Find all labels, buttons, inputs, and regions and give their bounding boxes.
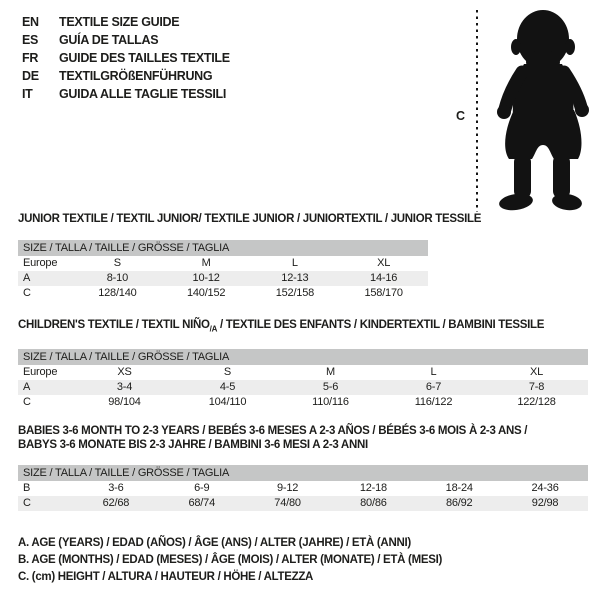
language-code: EN [22, 15, 39, 29]
height-cell: 98/104 [108, 396, 141, 409]
height-cell: 140/152 [186, 287, 226, 299]
title-post: / TEXTILE DES ENFANTS / KINDERTEXTIL / BAMBINI TESSILE [217, 319, 545, 331]
height-cell: 68/74 [188, 497, 215, 509]
height-cell: 128/140 [98, 287, 137, 299]
table-row-age-months [18, 481, 588, 496]
title-line-2: BABYS 3-6 MONATE BIS 2-3 JAHRE / BAMBINI 3-6 MESI A 2-3 ANNI [18, 439, 368, 451]
height-cell: 92/98 [531, 497, 559, 509]
row-label: C [23, 497, 31, 509]
junior-textile-section [18, 213, 482, 301]
legend-line-a: A. AGE (YEARS) / EDAD (AÑOS) / ÂGE (ANS) / ALTER (JAHRE) / ETÀ (ANNI) [18, 537, 411, 549]
legend-line-c: C. (cm) HEIGHT / ALTURA / HAUTEUR / HÖHE / ALTEZZA [18, 571, 314, 583]
size-cell: XL [529, 366, 544, 379]
size-cell: S [113, 257, 121, 269]
table-row-age [18, 271, 428, 286]
row-label: C [23, 396, 31, 409]
table-row-height [18, 496, 588, 511]
language-row [22, 13, 230, 31]
size-cell: M [326, 366, 335, 379]
language-code: IT [22, 87, 33, 101]
age-cell: 6-9 [194, 482, 210, 494]
age-cell: 9-12 [276, 482, 299, 494]
legend-line-b: B. AGE (MONTHS) / EDAD (MESES) / ÂGE (MOIS) / ALTER (MONATE) / ETÀ (MESI) [18, 554, 443, 566]
title-subscript: /A [209, 324, 218, 334]
section-title [18, 424, 588, 452]
table-row-height [18, 395, 588, 410]
age-cell: 14-16 [370, 272, 398, 284]
section-title: JUNIOR TEXTILE / TEXTIL JUNIOR/ TEXTILE JUNIOR / JUNIORTEXTIL / JUNIOR TESSILE [18, 213, 482, 225]
age-cell: 12-18 [359, 482, 387, 494]
height-cell: 158/170 [364, 287, 403, 299]
baby-silhouette [486, 6, 600, 212]
table-row-age [18, 380, 588, 395]
measurement-legend [18, 535, 442, 586]
title-line-1: BABIES 3-6 MONTH TO 2-3 YEARS / BEBÉS 3-6 MESES A 2-3 AÑOS / BÉBÉS 3-6 MOIS À 2-3 ANS / [18, 425, 528, 437]
row-label: B [23, 482, 31, 494]
row-label: Europe [23, 257, 58, 269]
size-cell: L [291, 257, 298, 269]
height-cell: 86/92 [445, 497, 473, 509]
height-cell: 62/68 [102, 497, 130, 509]
age-cell: 12-13 [281, 272, 309, 284]
age-cell: 10-12 [192, 272, 220, 284]
language-code: ES [22, 33, 39, 47]
age-cell: 3-4 [116, 381, 133, 394]
age-cell: 18-24 [445, 482, 473, 494]
height-cell: 104/110 [208, 396, 247, 409]
row-label: C [23, 287, 31, 299]
language-row [22, 49, 230, 67]
row-label: A [23, 381, 31, 394]
language-title: GUIDE DES TAILLES TEXTILE [59, 51, 230, 65]
language-title-list [22, 13, 230, 103]
size-cell: XS [117, 366, 132, 379]
language-row [22, 67, 230, 85]
row-label: Europe [23, 366, 58, 379]
height-cell: 110/116 [312, 396, 349, 409]
height-measure-figure [450, 6, 600, 214]
childrens-textile-section [18, 319, 588, 410]
babies-textile-section [18, 424, 588, 511]
age-cell: 8-10 [106, 272, 128, 284]
height-label-c: C [456, 109, 466, 123]
height-cell: 116/122 [414, 396, 453, 409]
size-cell: M [201, 257, 211, 269]
table-row-height [18, 286, 428, 301]
age-cell: 4-5 [219, 381, 236, 394]
size-cell: L [430, 366, 437, 379]
language-code: FR [22, 51, 39, 65]
language-title: GUÍA DE TALLAS [59, 33, 159, 47]
size-cell: S [223, 366, 232, 379]
table-row-europe [18, 256, 428, 271]
language-row [22, 31, 230, 49]
size-header-band: SIZE / TALLA / TAILLE / GRÖSSE / TAGLIA [18, 240, 428, 256]
size-cell: XL [377, 257, 391, 269]
height-cell: 74/80 [274, 497, 301, 509]
language-code: DE [22, 69, 39, 83]
language-title: TEXTILE SIZE GUIDE [59, 15, 180, 29]
table-row-europe [18, 365, 588, 380]
size-header-band: SIZE / TALLA / TAILLE / GRÖSSE / TAGLIA [18, 349, 588, 365]
language-title: TEXTILGRÖßENFÜHRUNG [59, 69, 213, 83]
age-cell: 24-36 [531, 482, 559, 494]
age-cell: 6-7 [425, 381, 442, 394]
height-cell: 152/158 [275, 287, 315, 299]
language-row [22, 85, 230, 103]
age-cell: 3-6 [108, 482, 124, 494]
height-cell: 122/128 [517, 396, 556, 409]
height-measure-dotted-line [476, 10, 478, 212]
section-title [18, 319, 588, 335]
size-header-band: SIZE / TALLA / TAILLE / GRÖSSE / TAGLIA [18, 465, 588, 481]
age-cell: 5-6 [322, 381, 339, 394]
height-cell: 80/86 [360, 497, 387, 509]
row-label: A [23, 272, 31, 284]
age-cell: 7-8 [528, 381, 545, 394]
title-pre: CHILDREN'S TEXTILE / TEXTIL NIÑO [18, 319, 210, 331]
language-title: GUIDA ALLE TAGLIE TESSILI [59, 87, 227, 101]
